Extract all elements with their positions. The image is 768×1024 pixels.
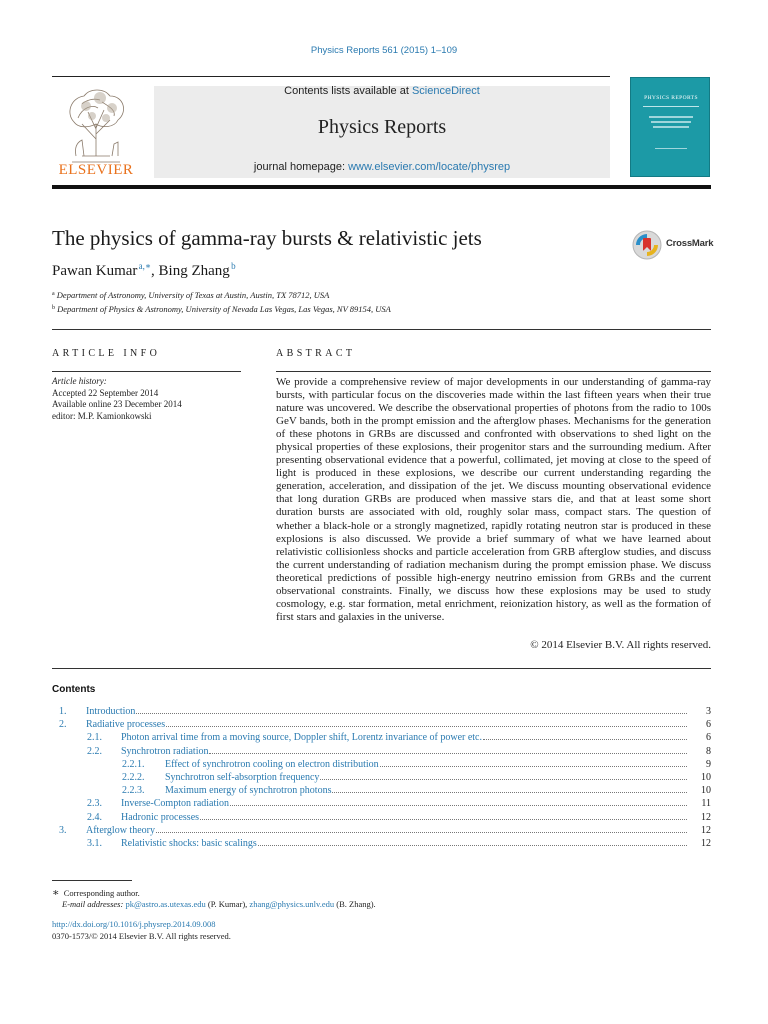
affiliation-mark: a <box>52 291 55 297</box>
journal-cover-thumbnail[interactable] <box>630 77 710 177</box>
toc-dot-leader <box>483 739 687 740</box>
toc-entry-page: 12 <box>701 824 711 836</box>
cover-line <box>655 148 687 149</box>
header-rule <box>52 76 610 77</box>
toc-entry-number[interactable]: 3. <box>59 824 67 836</box>
toc-entry-title[interactable]: Afterglow theory <box>86 824 155 836</box>
journal-citation[interactable]: Physics Reports 561 (2015) 1–109 <box>310 45 458 56</box>
toc-dot-leader <box>230 805 687 806</box>
author-name[interactable]: Bing Zhang <box>158 263 230 279</box>
toc-entry-title[interactable]: Effect of synchrotron cooling on electron distribution <box>165 758 379 770</box>
toc-entry[interactable] <box>52 746 711 759</box>
toc-entry-page: 12 <box>701 838 711 849</box>
doi-link[interactable]: http://dx.doi.org/10.1016/j.physrep.2014.09.008 <box>52 919 216 929</box>
toc-entry[interactable] <box>52 785 711 798</box>
corresponding-author-note <box>52 886 140 899</box>
email-owner: (P. Kumar), <box>205 899 250 909</box>
toc-entry-number[interactable]: 2. <box>59 719 67 731</box>
corresponding-text: Corresponding author. <box>63 888 140 898</box>
article-info-rule <box>52 371 241 372</box>
toc-entry[interactable] <box>52 825 711 838</box>
toc-dot-leader <box>320 779 687 780</box>
affiliation-text: Department of Physics & Astronomy, University of Nevada Las Vegas, Las Vegas, NV 89154, USA <box>57 304 391 314</box>
article-info-heading: ARTICLE INFO <box>52 348 161 359</box>
toc-entry-page: 10 <box>701 785 711 797</box>
editor: editor: M.P. Kamionkowski <box>52 410 152 421</box>
toc-dot-leader <box>166 726 687 727</box>
toc-entry-number[interactable]: 2.2.1. <box>122 758 145 770</box>
sciencedirect-link[interactable]: ScienceDirect <box>411 85 480 97</box>
cover-line <box>649 116 693 118</box>
email-link[interactable]: zhang@physics.unlv.edu <box>249 899 335 909</box>
toc-entry-page: 11 <box>701 798 711 810</box>
author-list: Pawan Kumar $^{a,∗}$, Bing Zhang $^b$ <box>52 261 236 279</box>
cover-title: PHYSICS REPORTS <box>644 95 698 101</box>
toc-entry[interactable] <box>52 719 711 732</box>
contents-lists-line <box>154 85 610 97</box>
toc-entry-number[interactable]: 1. <box>59 706 67 717</box>
toc-entry-number[interactable]: 2.3. <box>87 798 102 810</box>
toc-entry-title[interactable]: Synchrotron self-absorption frequency <box>165 772 320 783</box>
toc-dot-leader <box>332 792 687 793</box>
cover-line <box>653 126 689 128</box>
elsevier-wordmark: ELSEVIER <box>58 162 134 178</box>
toc-dot-leader <box>380 766 687 767</box>
article-title: The physics of gamma-ray bursts & relativistic jets <box>52 226 482 250</box>
email-link[interactable]: pk@astro.as.utexas.edu <box>125 899 206 909</box>
toc-entry-page: 9 <box>706 758 711 770</box>
toc-entry[interactable] <box>52 772 711 785</box>
toc-entry-number[interactable]: 2.2.2. <box>122 772 145 783</box>
toc-entry[interactable] <box>52 812 711 825</box>
homepage-prefix: journal homepage: <box>253 161 349 173</box>
online-date: Available online 23 December 2014 <box>52 399 182 409</box>
toc-entry-number[interactable]: 2.2. <box>87 745 102 757</box>
toc-entry-title[interactable]: Inverse-Compton radiation <box>121 798 230 810</box>
homepage-link[interactable]: www.elsevier.com/locate/physrep <box>348 161 511 173</box>
author-marks[interactable]: b <box>231 261 236 271</box>
email-owner: (B. Zhang). <box>334 899 376 909</box>
abstract-text: We provide a comprehensive review of major developments in our understanding of gamma-ray bursts, with particular focus on the discoveries made within the last fifteen years when their true nature was uncovered. We describe the observational properties of photons from the radio to 100s GeV bands, both in the prompt emission and the afterglow phases. Mechanisms for the generation of these photons in GRBs are discussed and confronted with observations to shed light on the physical properties of these explosions, their progenitor stars and the surrounding medium. After presenting observational evidence that a powerful, collimated, jet moving at close to the speed of light is produced in these explosions, we describe our current understanding regarding the generation, acceleration, and dissipation of the jet. We discuss mounting observational evidence that long duration GRBs are produced when massive stars die, and that at least some short duration bursts are associated with old, roughly solar mass, compact stars. The question of whether a black-hole or a strongly magnetized, rapidly rotating neutron star is produced in these explosions is also discussed. We provide a brief summary of what we have learned about relativistic collisionless shocks and particle acceleration from GRB afterglow studies, and discuss the current understanding of radiation mechanism during the prompt emission phase. We discuss theoretical predictions of possible high-energy neutrino emission from GRBs and the current observational constraints. Finally, we discuss how these explosions may be used to study cosmology, e.g. star formation, metal enrichment, reionization history, as well as the formation of first stars and galaxies in the universe. <box>276 376 711 623</box>
toc-entry-title[interactable]: Hadronic processes <box>121 811 200 823</box>
affiliation-text: Department of Astronomy, University of Texas at Austin, Austin, TX 78712, USA <box>56 290 330 300</box>
author-marks[interactable]: a,∗ <box>138 261 152 271</box>
toc-entry[interactable] <box>52 838 711 851</box>
journal-title: Physics Reports <box>317 116 447 138</box>
toc-entry[interactable] <box>52 759 711 772</box>
toc-entry-number[interactable]: 3.1. <box>87 838 102 849</box>
toc-entry-page: 10 <box>701 772 711 783</box>
cover-line <box>651 121 691 123</box>
toc-entry-number[interactable]: 2.2.3. <box>122 785 145 797</box>
crossmark-label[interactable]: CrossMark <box>666 238 714 249</box>
footnote-rule <box>52 880 132 881</box>
crossmark-icon[interactable] <box>631 229 665 261</box>
toc-dot-leader <box>258 845 687 846</box>
email-addresses <box>62 899 376 909</box>
contents-heading: Contents <box>52 684 96 695</box>
toc-entry-page: 8 <box>706 745 711 757</box>
corresponding-mark: ∗ <box>52 887 60 899</box>
journal-homepage-line <box>154 161 610 173</box>
accepted-date: Accepted 22 September 2014 <box>52 387 159 398</box>
article-history <box>52 376 252 422</box>
toc-entry-title[interactable]: Photon arrival time from a moving source, Doppler shift, Lorentz invariance of power etc. <box>121 732 482 744</box>
toc-dot-leader <box>209 753 687 754</box>
toc-entry-page: 6 <box>706 719 711 731</box>
toc-dot-leader <box>200 819 687 820</box>
author-name[interactable]: Pawan Kumar <box>52 263 138 279</box>
toc-entry-title[interactable]: Relativistic shocks: basic scalings <box>121 838 257 849</box>
affiliation-a <box>52 290 329 300</box>
toc-entry-title[interactable]: Introduction <box>86 706 136 717</box>
email-label: E-mail addresses: <box>62 899 124 909</box>
section-divider <box>52 668 711 669</box>
abstract-heading: ABSTRACT <box>276 348 356 359</box>
affiliation-b <box>52 304 391 314</box>
history-heading: Article history: <box>52 376 107 386</box>
section-divider <box>52 329 711 330</box>
contents-prefix: Contents lists available at <box>284 85 412 97</box>
toc-dot-leader <box>136 713 687 714</box>
toc-entry-title[interactable]: Radiative processes <box>86 719 166 731</box>
header-thick-rule <box>52 185 711 189</box>
affiliation-mark: b <box>52 305 55 311</box>
toc-entry-number[interactable]: 2.4. <box>87 811 102 823</box>
issn-copyright: 0370-1573/© 2014 Elsevier B.V. All rights reserved. <box>52 931 231 941</box>
cover-line <box>643 106 699 107</box>
toc-entry[interactable] <box>52 798 711 811</box>
toc-dot-leader <box>156 832 687 833</box>
abstract-copyright: © 2014 Elsevier B.V. All rights reserved. <box>530 639 711 651</box>
toc-entry[interactable] <box>52 706 711 719</box>
toc-entry-number[interactable]: 2.1. <box>87 732 102 744</box>
toc-entry-page: 6 <box>706 732 711 744</box>
toc-entry-title[interactable]: Synchrotron radiation <box>121 745 209 757</box>
toc-entry-page: 3 <box>706 706 711 717</box>
toc-entry-page: 12 <box>701 811 711 823</box>
toc-entry[interactable] <box>52 732 711 745</box>
toc-entry-title[interactable]: Maximum energy of synchrotron photons <box>165 785 332 797</box>
abstract-rule <box>276 371 711 372</box>
